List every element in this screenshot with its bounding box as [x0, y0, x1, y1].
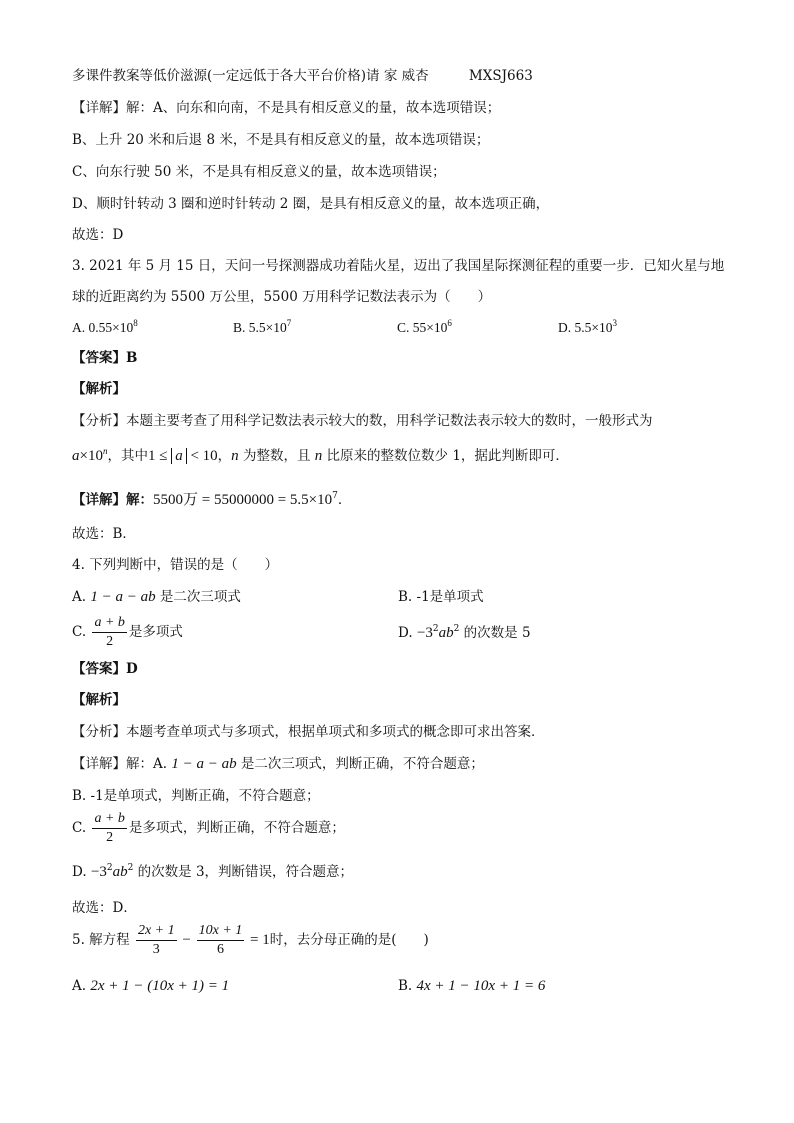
header-code: MXSJ663: [468, 68, 533, 84]
q3-option-d: [558, 318, 617, 338]
q3-option-c: [397, 318, 452, 338]
option-math: 4x + 1 − 10x + 1 = 6: [416, 978, 546, 994]
question-4: 4. 下列判断中，错误的是（ ）: [72, 557, 279, 573]
q3-option-b-text: B. 5.5×10: [233, 320, 287, 335]
math: = 1: [246, 932, 270, 948]
denominator: 6: [216, 942, 224, 957]
option-text: 是二次三项式: [155, 589, 241, 605]
q3-option-c-text: C. 55×10: [397, 320, 448, 335]
detail-math: 5500万 = 55000000 = 5.5×10: [153, 492, 333, 508]
numerator: a + b: [92, 810, 126, 829]
math: 1 − a − ab: [171, 756, 237, 772]
exponent: 2: [127, 863, 134, 873]
q4-option-d: [398, 623, 531, 643]
analysis-4: 【分析】本题考查单项式与多项式，根据单项式和多项式的概念即可求出答案．: [72, 724, 545, 740]
header-text: 多课件教案等低价滋源(一定远低于各大平台价格)请 家 威杏: [72, 68, 429, 84]
answer-3: 【答案】B: [72, 350, 138, 366]
fraction: [92, 614, 126, 651]
exponent: 2: [453, 624, 460, 634]
exponent: 7: [286, 318, 292, 328]
question-5: [72, 922, 429, 959]
exponent: 7: [332, 491, 338, 501]
text: ，: [217, 448, 232, 464]
option-label: D.: [398, 625, 417, 641]
detail-4-c: [72, 810, 345, 847]
math: −3: [416, 625, 433, 641]
explanation-line: B、上升 20 米和后退 8 米，不是具有相反意义的量，故本选项错误；: [72, 132, 490, 148]
text: 是二次三项式，判断正确，不符合题意；: [236, 756, 484, 772]
detail-4-b: B. -1是单项式，判断正确，不符合题意；: [72, 788, 320, 804]
text: ．: [337, 492, 352, 508]
choose-4: 故选：D．: [72, 900, 137, 916]
analysis-3-heading: 【解析】: [72, 381, 126, 397]
numerator: a + b: [92, 614, 126, 633]
option-math: 1 − a − ab: [90, 589, 156, 605]
question-3-line1: 3. 2021 年 5 月 15 日，天问一号探测器成功着陆火星，迈出了我国星际探测征程的重要一步．已知火星与地: [72, 258, 725, 274]
option-text: 是多项式: [128, 624, 183, 640]
detail-3: [72, 490, 351, 510]
text: 比原来的整数位数少 1，据此判断即可．: [322, 448, 569, 464]
option-label: C.: [72, 820, 91, 836]
abs-a: a: [171, 448, 187, 464]
var-a: a: [72, 448, 80, 464]
option-label: A.: [72, 978, 91, 994]
choose-3: 故选：B．: [72, 526, 136, 542]
q4-option-a: [72, 587, 241, 607]
explanation-line: C、向东行驶 50 米，不是具有相反意义的量，故本选项错误；: [72, 164, 446, 180]
option-label: A.: [72, 589, 91, 605]
ineq-right: < 10: [186, 448, 218, 464]
header-watermark: [72, 66, 533, 86]
q4-option-c: [72, 614, 183, 651]
detail-label: 【详解】解：A.: [72, 756, 172, 772]
option-label: B.: [398, 978, 417, 994]
question-3-line2: 球的近距离约为 5500 万公里，5500 万用科学记数法表示为（ ）: [72, 289, 492, 305]
exponent-n: n: [102, 446, 108, 456]
text: ，其中: [107, 448, 148, 464]
analysis-3-line2: [72, 446, 569, 466]
option-text: -1是单项式: [416, 589, 484, 605]
var-n: n: [231, 448, 239, 464]
var-n: n: [314, 448, 323, 464]
detail-label: 【详解】解：: [72, 492, 153, 508]
math: −3: [90, 864, 107, 880]
denominator: 3: [152, 942, 160, 957]
exponent: 2: [432, 624, 439, 634]
fraction: [197, 922, 245, 959]
explanation-line: D、顺时针转动 3 圈和逆时针转动 2 圈，是具有相反意义的量，故本选项正确，: [72, 196, 550, 212]
exponent: 6: [447, 318, 452, 328]
detail-4-d: [72, 862, 353, 882]
q3-option-d-text: D. 5.5×10: [558, 320, 613, 335]
question-label: 5. 解方程: [72, 932, 134, 948]
denominator: 2: [106, 634, 114, 649]
times-ten: ×10: [79, 448, 103, 464]
denominator: 2: [106, 830, 114, 845]
option-math: 2x + 1 − (10x + 1) = 1: [90, 978, 230, 994]
q5-option-b: [398, 976, 545, 996]
option-text: 的次数是 5: [459, 625, 531, 641]
option-label: D.: [72, 864, 91, 880]
q4-option-b: [398, 587, 484, 607]
text: 是多项式，判断正确，不符合题意；: [128, 820, 345, 836]
fraction: [136, 922, 177, 959]
math: ab: [438, 625, 454, 641]
analysis-4-heading: 【解析】: [72, 692, 126, 708]
q3-option-a: [72, 318, 138, 338]
numerator: 2x + 1: [136, 922, 177, 941]
exponent: 3: [612, 318, 617, 328]
explanation-line: 【详解】解：A、向东和向南，不是具有相反意义的量，故本选项错误；: [72, 100, 501, 116]
option-label: C.: [72, 624, 91, 640]
choose-line: 故选：D: [72, 227, 124, 243]
analysis-3-line1: 【分析】本题主要考查了用科学记数法表示较大的数，用科学记数法表示较大的数时，一般形式为: [72, 413, 653, 429]
q3-option-a-text: A. 0.55×10: [72, 320, 134, 335]
exponent: 8: [133, 318, 138, 328]
q3-option-b: [233, 318, 291, 338]
option-label: B.: [398, 589, 417, 605]
exponent: 2: [106, 863, 113, 873]
q5-option-a: [72, 976, 229, 996]
math: ab: [112, 864, 128, 880]
text: 为整数，且: [238, 448, 315, 464]
detail-4-a: [72, 754, 484, 774]
text: 的次数是 3，判断错误，符合题意；: [133, 864, 354, 880]
answer-4: 【答案】D: [72, 661, 138, 677]
ineq-left: 1 ≤: [147, 448, 172, 464]
math: −: [178, 932, 195, 948]
fraction: [92, 810, 126, 847]
numerator: 10x + 1: [197, 922, 245, 941]
text: 时，去分母正确的是( ): [269, 932, 429, 948]
